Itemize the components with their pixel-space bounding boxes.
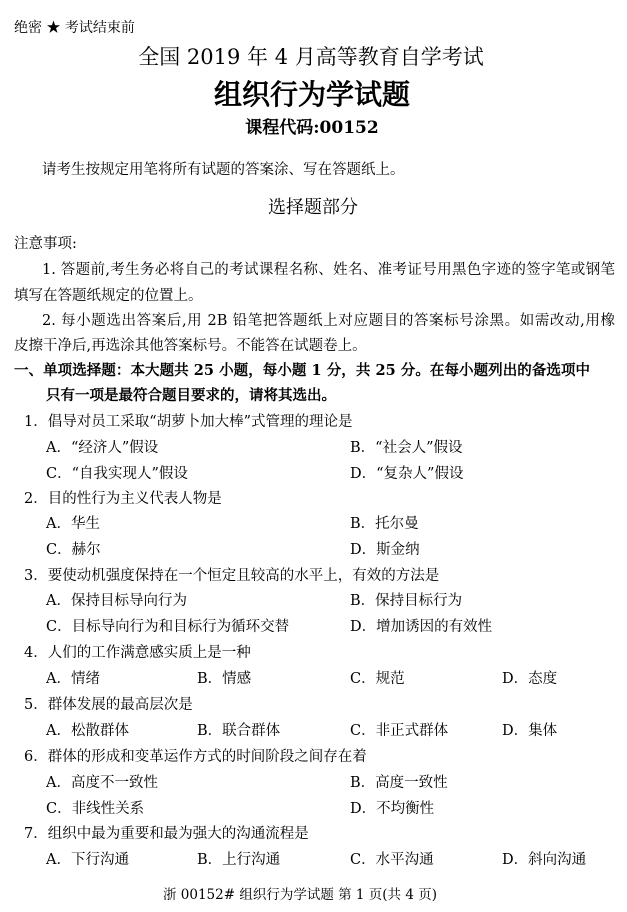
option-a: A．华生 <box>46 516 100 532</box>
option-a: A．高度不一致性 <box>46 775 158 791</box>
question-stem: 5．群体发展的最高层次是 <box>24 697 193 713</box>
section-title: 选择题部分 <box>268 197 358 218</box>
option-c: C．规范 <box>350 671 405 687</box>
option-a: A．“经济人”假设 <box>46 440 159 456</box>
option-c: C．目标导向行为和目标行为循环交替 <box>46 619 290 635</box>
question-stem: 7．组织中最为重要和最为强大的沟通流程是 <box>24 826 309 842</box>
note-1-line-1: 1. 答题前,考生务必将自己的考试课程名称、姓名、准考证号用黑色字迹的签字笔或钢笔 <box>42 262 615 278</box>
option-a: A．下行沟通 <box>46 852 129 868</box>
question-stem: 2．目的性行为主义代表人物是 <box>24 491 222 507</box>
question-stem: 1．倡导对员工采取“胡萝卜加大棒”式管理的理论是 <box>24 414 353 430</box>
option-d: D．斜向沟通 <box>502 852 587 868</box>
option-d: D．“复杂人”假设 <box>350 466 464 482</box>
question-stem: 3．要使动机强度保持在一个恒定且较高的水平上，有效的方法是 <box>24 568 440 584</box>
option-c: C．水平沟通 <box>350 852 434 868</box>
part1-heading-line-1: 一、单项选择题：本大题共 25 小题，每小题 1 分，共 25 分。在每小题列出的备选项中 <box>14 362 590 379</box>
question-stem: 4．人们的工作满意感实质上是一种 <box>24 645 251 661</box>
option-d: D．不均衡性 <box>350 801 435 817</box>
question-stem: 6．群体的形成和变革运作方式的时间阶段之间存在着 <box>24 749 367 765</box>
option-a: A．保持目标导向行为 <box>46 593 187 609</box>
option-b: B．保持目标行为 <box>350 593 463 609</box>
option-b: B．联合群体 <box>197 723 281 739</box>
option-d: D．态度 <box>502 671 558 687</box>
page-footer: 浙 00152# 组织行为学试题 第 1 页(共 4 页) <box>162 887 437 903</box>
part1-heading-line-2: 只有一项是最符合题目要求的，请将其选出。 <box>46 387 336 404</box>
option-d: D．增加诱因的有效性 <box>350 619 493 635</box>
option-d: D．斯金纳 <box>350 542 420 558</box>
option-a: A．松散群体 <box>46 723 129 739</box>
option-b: B．托尔曼 <box>350 516 419 532</box>
confidential-label: 绝密 ★ 考试结束前 <box>14 20 135 36</box>
subject-title: 组织行为学试题 <box>213 78 410 111</box>
option-c: C．非线性关系 <box>46 801 145 817</box>
answer-instruction: 请考生按规定用笔将所有试题的答案涂、写在答题纸上。 <box>42 162 405 178</box>
option-b: B．情感 <box>197 671 252 687</box>
option-a: A．情绪 <box>46 671 100 687</box>
option-c: C．赫尔 <box>46 542 101 558</box>
option-c: C．非正式群体 <box>350 723 449 739</box>
course-code: 课程代码:00152 <box>245 118 379 138</box>
exam-name: 全国 2019 年 4 月高等教育自学考试 <box>138 45 484 69</box>
option-b: B．高度一致性 <box>350 775 448 791</box>
notes-heading: 注意事项: <box>14 236 77 252</box>
note-1-line-2: 填写在答题纸规定的位置上。 <box>14 288 203 304</box>
note-2-line-1: 2. 每小题选出答案后,用 2B 铅笔把答题纸上对应题目的答案标号涂黑。如需改动,用橡 <box>42 313 615 329</box>
option-d: D．集体 <box>502 723 558 739</box>
option-c: C．“自我实现人”假设 <box>46 466 188 482</box>
option-b: B．上行沟通 <box>197 852 281 868</box>
note-2-line-2: 皮擦干净后,再选涂其他答案标号。不能答在试题卷上。 <box>14 338 367 354</box>
option-b: B．“社会人”假设 <box>350 440 463 456</box>
